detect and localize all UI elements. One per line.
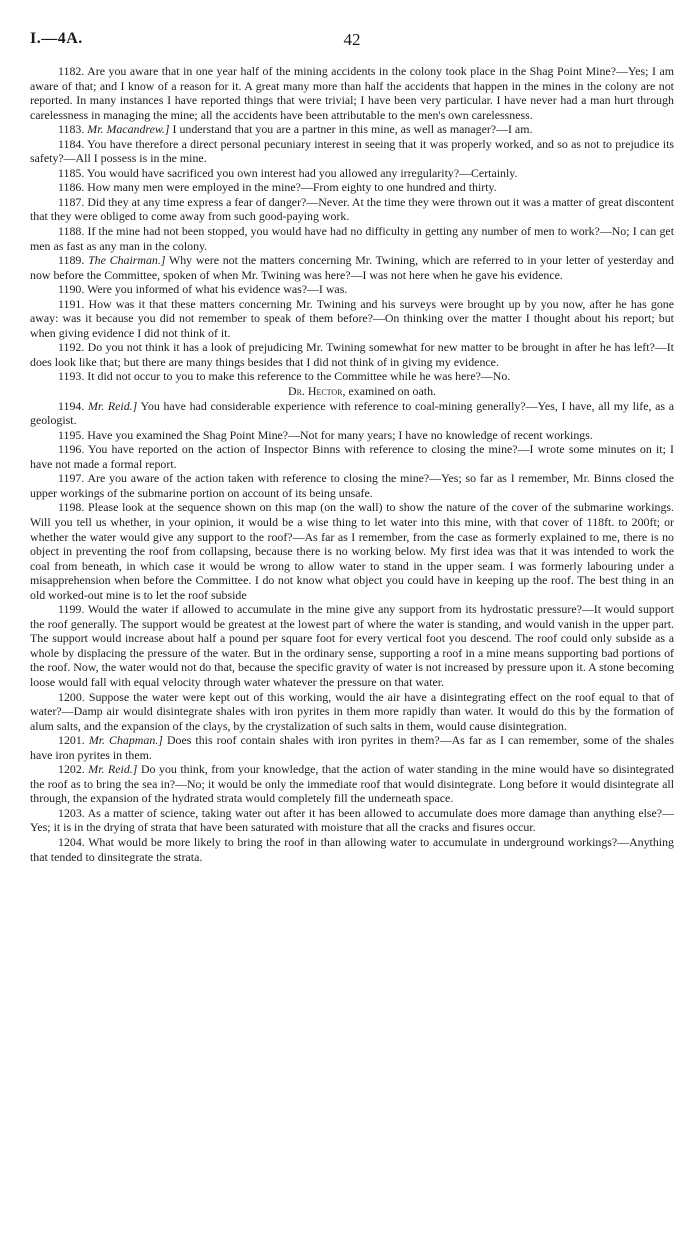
question-paragraph bbox=[30, 224, 674, 253]
question-paragraph bbox=[30, 297, 674, 341]
witness-heading bbox=[30, 384, 674, 399]
question-number: 1197. bbox=[58, 471, 85, 486]
witness-name: Dr. Hector, bbox=[287, 384, 346, 399]
question-paragraph bbox=[30, 369, 674, 384]
question-text: You have therefore a direct personal pecuniary interest in seeing that it was properly worked, and so as not to prejudice its safety?—All I possess is in the mine. bbox=[30, 136, 675, 166]
question-paragraph bbox=[30, 180, 674, 195]
question-text: How many men were employed in the mine?—From eighty to one hundred and thirty. bbox=[87, 180, 497, 195]
question-number: 1182. bbox=[58, 64, 85, 78]
question-paragraph bbox=[30, 602, 674, 689]
question-text: Did they at any time express a fear of danger?—Never. At the time they were thrown out it was a matter of great discontent that they were obliged to come away from such good-paying work. bbox=[30, 194, 674, 224]
speaker-label: Mr. Macandrew.] bbox=[87, 122, 170, 137]
question-number: 1204. bbox=[58, 834, 85, 849]
question-paragraph bbox=[30, 500, 674, 602]
question-text: Are you aware of the action taken with reference to closing the mine?—Yes; so far as I remember, Mr. Binns closed the upper workings of the submarine portion on account of its being unsafe. bbox=[30, 471, 674, 500]
question-paragraph bbox=[30, 835, 674, 864]
question-number: 1189. bbox=[58, 253, 85, 268]
question-number: 1203. bbox=[58, 805, 85, 820]
question-number: 1192. bbox=[58, 340, 85, 355]
question-paragraph bbox=[30, 733, 674, 762]
page-number: 42 bbox=[343, 30, 361, 49]
evidence-section-1 bbox=[30, 64, 674, 384]
question-paragraph bbox=[30, 442, 674, 471]
question-text: Are you aware that in one year half of the mining accidents in the colony took place in the Shag Point Mine?—Yes; I am aware of that; and I know of a reason for it. A great many more than half the accidents that happen in the mines in the colony are not reported. In many instances I have reported things that were trivial; I have been very particular. I have never had a man hurt through carelessness in managing the mine; all the accidents have been attributable to the men's own carelessness. bbox=[30, 64, 674, 122]
question-number: 1186. bbox=[58, 180, 85, 195]
speaker-label: Mr. Reid.] bbox=[88, 398, 138, 413]
question-paragraph bbox=[30, 806, 674, 835]
question-paragraph bbox=[30, 282, 674, 297]
question-paragraph bbox=[30, 137, 674, 166]
question-number: 1187. bbox=[58, 194, 85, 209]
speaker-label: Mr. Reid.] bbox=[88, 762, 138, 777]
question-text: Do you think, from your knowledge, that the action of water standing in the mine would have so disintegrated the roof as to bring the sea in?—No; it would be only the immediate roof that would disintegrate. Long before it would disintegrate all through, the expansion of the hydrated strata would completely fill the underneath space. bbox=[30, 762, 674, 806]
question-paragraph bbox=[30, 166, 674, 181]
question-number: 1202. bbox=[58, 762, 85, 777]
document-reference: I.—4A. bbox=[30, 30, 83, 47]
question-number: 1188. bbox=[58, 224, 85, 239]
question-number: 1193. bbox=[58, 369, 85, 384]
question-text: You have reported on the action of Inspector Binns with reference to closing the mine?—I wrote some minutes on it; I have not made a formal report. bbox=[30, 442, 675, 471]
question-text: You would have sacrificed you own interest had you allowed any irregularity?—Certainly. bbox=[86, 165, 518, 180]
page-header bbox=[30, 30, 674, 52]
question-text: If the mine had not been stopped, you would have had no difficulty in getting any number of men to work?—No; I can get men as fast as any man in the colony. bbox=[30, 224, 675, 253]
question-paragraph bbox=[30, 253, 674, 282]
question-text: Would the water if allowed to accumulate in the mine give any support from its hydrostatic pressure?—It would support the roof generally. The support would be greatest at the lowest part of where the water is standing, and would vanish in the upper part. The support would increase about half a pound per square foot for every vertical foot you descend. The roof could only subside as a whole by displacing the pressure of the water. But in the ordinary sense, supporting a roof in a mine means supporting bad portions of the roof. Now, the water would not do that, because the specific gravity of water is not increased by pressure upon it. A stone becoming loose would fall with equal velocity through water whatever the pressure on that water. bbox=[30, 602, 674, 689]
question-number: 1196. bbox=[58, 442, 85, 457]
question-paragraph bbox=[30, 122, 674, 137]
question-number: 1183. bbox=[58, 122, 85, 137]
question-text: I understand that you are a partner in this mine, as well as manager?—I am. bbox=[172, 122, 533, 137]
question-text: Why were not the matters concerning Mr. Twining, which are referred to in your letter of yesterday and now before the Committee, spoken of when Mr. Twining was here?—I was not here when he gave his evidence. bbox=[30, 253, 675, 282]
question-number: 1194. bbox=[58, 398, 85, 413]
question-text: As a matter of science, taking water out after it has been allowed to accumulate does more damage than anything else?—Yes; it is in the drying of strata that have been saturated with moisture that all the cracks and fisures occur. bbox=[30, 805, 674, 835]
evidence-section-2 bbox=[30, 399, 674, 865]
question-text: Suppose the water were kept out of this working, would the air have a disintegrating effect on the roof equal to that of water?—Damp air would disintegrate shales with iron pyrites in them more rapidly than water. It would do this by the formation of alum salts, and the expansion of the clays, by the crystalization of such salts in them, would cause disintegration. bbox=[30, 689, 674, 733]
question-text: Were you informed of what his evidence was?—I was. bbox=[87, 282, 348, 297]
question-text: Please look at the sequence shown on this map (on the wall) to show the nature of the cover of the submarine workings. Will you tell us whether, in your opinion, it would be a wise thing to let water into this mine, with that cover of 118ft. to 200ft; or whether the water would give any support to the roof?—As far as I remember, from the case as formerly explained to me, there is no object in preventing the roof from collapsing, because there is no working below. My first idea was that it was intended to work the coal from beneath, in which case it would be wrong to allow water to stand in the upper seam. I was formerly labouring under a misapprehension when before the Committee. I do not know what object you could have in keeping up the roof. The best thing in an old worked-out mine is to let the roof subside bbox=[30, 500, 674, 602]
question-text: Does this roof contain shales with iron pyrites in them?—As far as I can remember, some of the shales have iron pyrites in them. bbox=[30, 733, 674, 762]
document-body bbox=[30, 64, 674, 864]
question-text: Do you not think it has a look of prejudicing Mr. Twining somewhat for new matter to be brought in after he has left?—It does look like that; but there are many things besides that I did not think of in giving my evidence. bbox=[30, 340, 674, 369]
speaker-label: The Chairman.] bbox=[88, 253, 166, 268]
question-number: 1198. bbox=[58, 500, 85, 515]
question-number: 1195. bbox=[58, 427, 85, 442]
question-paragraph bbox=[30, 195, 674, 224]
question-number: 1191. bbox=[58, 296, 85, 311]
question-paragraph bbox=[30, 690, 674, 734]
question-number: 1201. bbox=[58, 733, 85, 748]
question-paragraph bbox=[30, 64, 674, 122]
question-number: 1200. bbox=[58, 689, 85, 704]
question-text: It did not occur to you to make this reference to the Committee while he was here?—No. bbox=[87, 369, 511, 384]
question-number: 1184. bbox=[58, 136, 85, 151]
question-paragraph bbox=[30, 399, 674, 428]
question-number: 1199. bbox=[58, 602, 85, 617]
question-number: 1185. bbox=[58, 165, 85, 180]
question-text: You have had considerable experience with reference to coal-mining generally?—Yes, I have, all my life, as a geologist. bbox=[30, 398, 675, 428]
question-text: How was it that these matters concerning Mr. Twining and his surveys were brought up by you now, after he has gone away: was it because you did not remember to speak of them before?—On thinking over the matter I thought about his report; but when giving evidence I did not think of it. bbox=[30, 296, 674, 340]
question-paragraph bbox=[30, 762, 674, 806]
question-paragraph bbox=[30, 471, 674, 500]
question-text: Have you examined the Shag Point Mine?—Not for many years; I have no knowledge of recent workings. bbox=[87, 427, 593, 442]
question-number: 1190. bbox=[58, 282, 85, 297]
question-paragraph bbox=[30, 340, 674, 369]
question-paragraph bbox=[30, 428, 674, 443]
witness-heading-suffix: examined on oath. bbox=[348, 384, 436, 399]
question-text: What would be more likely to bring the roof in than allowing water to accumulate in underground workings?—Anything that tended to dinsitegrate the strata. bbox=[30, 834, 674, 864]
speaker-label: Mr. Chapman.] bbox=[88, 733, 163, 748]
